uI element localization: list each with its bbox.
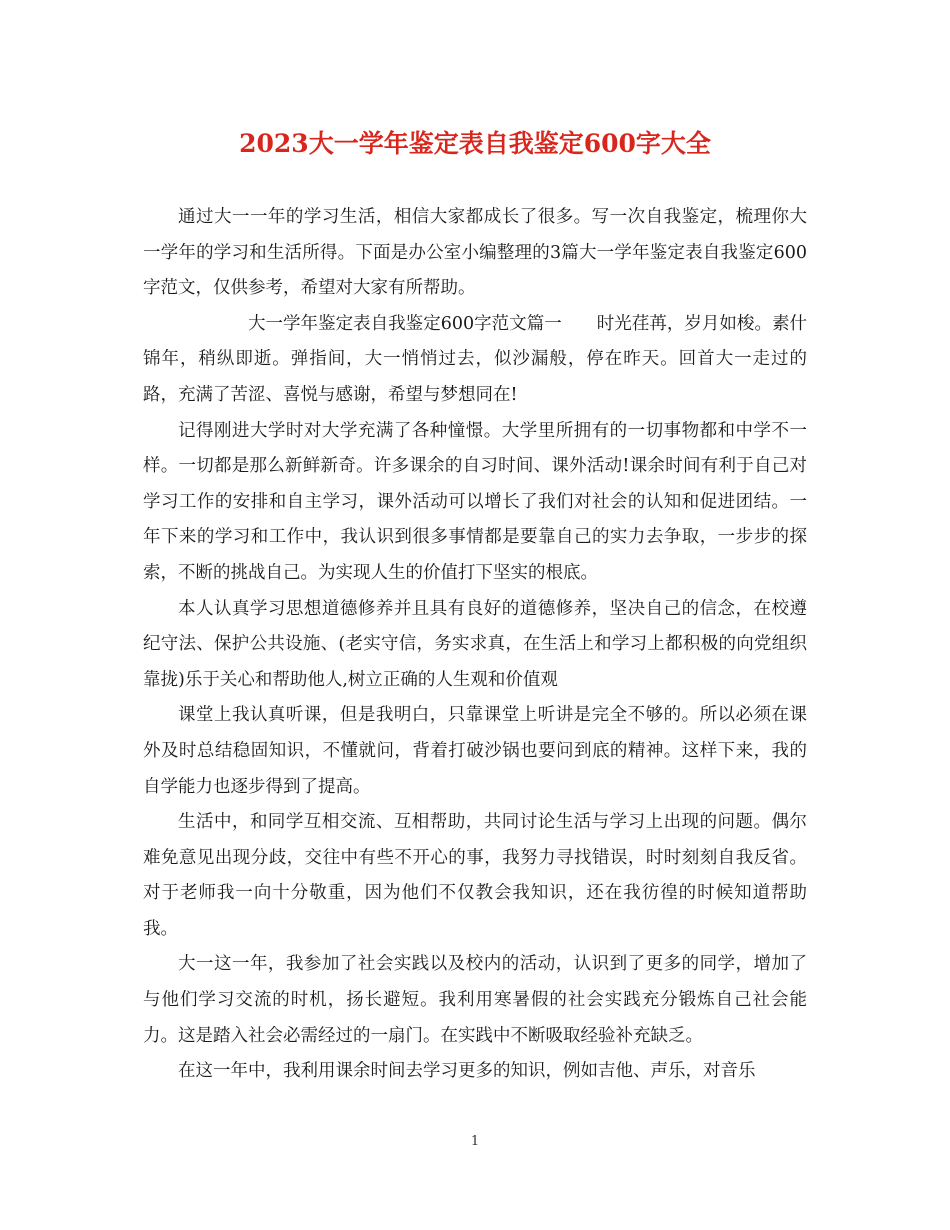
- document-title: 2023大一学年鉴定表自我鉴定600字大全: [239, 129, 711, 158]
- page-number: 1: [470, 1134, 480, 1149]
- paragraph-moral-cultivation: 本人认真学习思想道德修养并且具有良好的道德修养，坚决自己的信念，在校遵纪守法、保护公共设施、(老实守信，务实求真，在生活上和学习上都积极的向党组织靠拢)乐于关心和帮助他人,树立正确的人生观和价值观: [143, 598, 807, 690]
- paragraph-daily-life: 生活中，和同学互相交流、互相帮助，共同讨论生活与学习上出现的问题。偶尔难免意见出现分歧，交往中有些不开心的事，我努力寻找错误，时时刻刻自我反省。对于老师我一向十分敬重，因为他们不仅教会我知识，还在我彷徨的时候知道帮助我。: [143, 812, 807, 939]
- document-body: [143, 200, 807, 1090]
- paragraph-extra-learning: 在这一年中，我利用课余时间去学习更多的知识，例如吉他、声乐，对音乐: [178, 1061, 756, 1082]
- paragraph-university-impressions: 记得刚进大学时对大学充满了各种憧憬。大学里所拥有的一切事物都和中学不一样。一切都是那么新鲜新奇。许多课余的自习时间、课外活动!课余时间有利于自己对学习工作的安排和自主学习，课外活动可以增长了我们对社会的认知和促进团结。一年下来的学习和工作中，我认识到很多事情都是要靠自己的实力去争取，一步步的探索，不断的挑战自己。为实现人生的价值打下坚实的根底。: [143, 420, 807, 583]
- paragraph-intro: 通过大一一年的学习生活，相信大家都成长了很多。写一次自我鉴定，梳理你大一学年的学习和生活所得。下面是办公室小编整理的3篇大一学年鉴定表自我鉴定600字范文，仅供参考，希望对大家有所帮助。: [143, 207, 807, 299]
- paragraph-essay-one-heading: 大一学年鉴定表自我鉴定600字范文篇一 时光荏苒，岁月如梭。素什锦年，稍纵即逝。弹指间，大一悄悄过去，似沙漏般，停在昨天。回首大一走过的路，充满了苦涩、喜悦与感谢，希望与梦想同在!: [143, 313, 807, 405]
- paragraph-study-habits: 课堂上我认真听课，但是我明白，只靠课堂上听讲是完全不够的。所以必须在课外及时总结稳固知识，不懂就问，背着打破沙锅也要问到底的精神。这样下来，我的自学能力也逐步得到了提高。: [143, 705, 807, 797]
- paragraph-social-practice: 大一这一年，我参加了社会实践以及校内的活动，认识到了更多的同学，增加了与他们学习交流的时机，扬长避短。我利用寒暑假的社会实践充分锻炼自己社会能力。这是踏入社会必需经过的一扇门。在实践中不断吸取经验补充缺乏。: [143, 954, 807, 1046]
